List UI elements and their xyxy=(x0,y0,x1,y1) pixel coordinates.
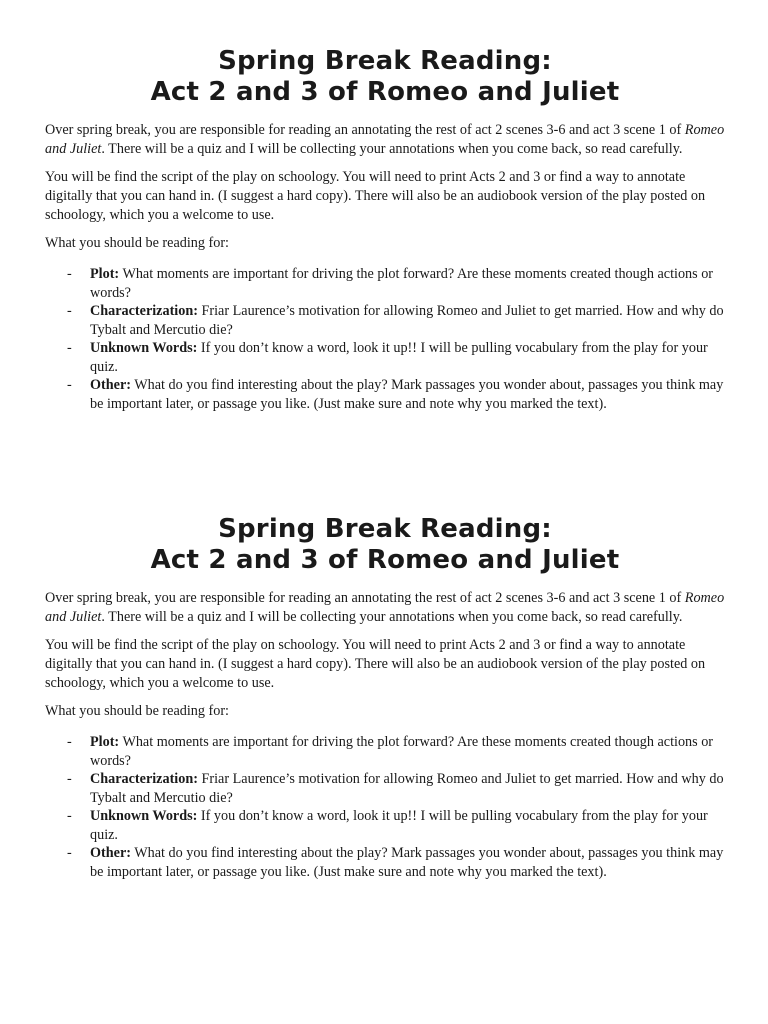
list-item-plot xyxy=(45,265,725,302)
bullet-dash: - xyxy=(67,303,72,319)
list-item-plot xyxy=(45,733,725,770)
item-text: What moments are important for driving the plot forward? Are these moments created though actions or words? xyxy=(90,734,714,769)
item-label: Characterization: xyxy=(90,771,198,787)
title-line-1: Spring Break Reading: xyxy=(218,46,552,76)
item-text: What do you find interesting about the play? Mark passages you wonder about, passages you think may be important later, or passage you like. (Just make sure and note why you marked the text). xyxy=(90,377,724,412)
item-label: Characterization: xyxy=(90,303,198,319)
list-item-characterization xyxy=(45,770,725,807)
item-label: Other: xyxy=(90,377,131,393)
page-title xyxy=(45,46,725,108)
reading-for-label: What you should be reading for: xyxy=(45,703,229,719)
intro-paragraph xyxy=(45,121,725,159)
bullet-dash: - xyxy=(67,377,72,393)
item-text: If you don’t know a word, look it up!! I will be pulling vocabulary from the play for your quiz. xyxy=(90,808,708,843)
title-line-2: Act 2 and 3 of Romeo and Juliet xyxy=(150,77,620,107)
bullet-dash: - xyxy=(67,845,72,861)
intro-play-title: Romeo and Juliet xyxy=(45,590,725,625)
bullet-dash: - xyxy=(67,771,72,787)
item-label: Plot: xyxy=(90,266,120,282)
bullet-dash: - xyxy=(67,266,72,282)
bullet-dash: - xyxy=(67,734,72,750)
reading-for-label: What you should be reading for: xyxy=(45,235,229,251)
title-line-1: Spring Break Reading: xyxy=(218,514,552,544)
list-item-other xyxy=(45,376,725,413)
list-item-unknown-words xyxy=(45,807,725,844)
script-paragraph: You will be find the script of the play on schoology. You will need to print Acts 2 and 3 or find a way to annotate digitally that you can hand in. (I suggest a hard copy). There will also be an audiobook version of the play posted on schoology, which you a welcome to use. xyxy=(45,637,706,691)
intro-text-end: . There will be a quiz and I will be collecting your annotations when you come back, so read carefully. xyxy=(101,141,683,157)
item-text: Friar Laurence’s motivation for allowing Romeo and Juliet to get married. How and why do Tybalt and Mercutio die? xyxy=(90,303,724,338)
intro-play-title: Romeo and Juliet xyxy=(45,122,725,157)
intro-text-end: . There will be a quiz and I will be collecting your annotations when you come back, so read carefully. xyxy=(101,609,683,625)
handout-bottom xyxy=(45,514,725,881)
list-item-characterization xyxy=(45,302,725,339)
page-title xyxy=(45,514,725,576)
item-label: Unknown Words: xyxy=(90,340,198,356)
bullet-dash: - xyxy=(67,808,72,824)
list-item-unknown-words xyxy=(45,339,725,376)
intro-paragraph xyxy=(45,589,725,627)
reading-focus-list xyxy=(45,733,725,881)
title-line-2: Act 2 and 3 of Romeo and Juliet xyxy=(150,545,620,575)
reading-focus-list xyxy=(45,265,725,413)
item-text: What do you find interesting about the play? Mark passages you wonder about, passages you think may be important later, or passage you like. (Just make sure and note why you marked the text). xyxy=(90,845,724,880)
handout-top xyxy=(45,46,725,413)
script-paragraph: You will be find the script of the play on schoology. You will need to print Acts 2 and 3 or find a way to annotate digitally that you can hand in. (I suggest a hard copy). There will also be an audiobook version of the play posted on schoology, which you a welcome to use. xyxy=(45,169,706,223)
item-text: If you don’t know a word, look it up!! I will be pulling vocabulary from the play for your quiz. xyxy=(90,340,708,375)
item-label: Other: xyxy=(90,845,131,861)
item-label: Plot: xyxy=(90,734,120,750)
bullet-dash: - xyxy=(67,340,72,356)
intro-text-start: Over spring break, you are responsible for reading an annotating the rest of act 2 scenes 3-6 and act 3 scene 1 of xyxy=(45,590,685,606)
item-text: What moments are important for driving the plot forward? Are these moments created though actions or words? xyxy=(90,266,714,301)
intro-text-start: Over spring break, you are responsible for reading an annotating the rest of act 2 scenes 3-6 and act 3 scene 1 of xyxy=(45,122,685,138)
item-label: Unknown Words: xyxy=(90,808,198,824)
list-item-other xyxy=(45,844,725,881)
item-text: Friar Laurence’s motivation for allowing Romeo and Juliet to get married. How and why do Tybalt and Mercutio die? xyxy=(90,771,724,806)
